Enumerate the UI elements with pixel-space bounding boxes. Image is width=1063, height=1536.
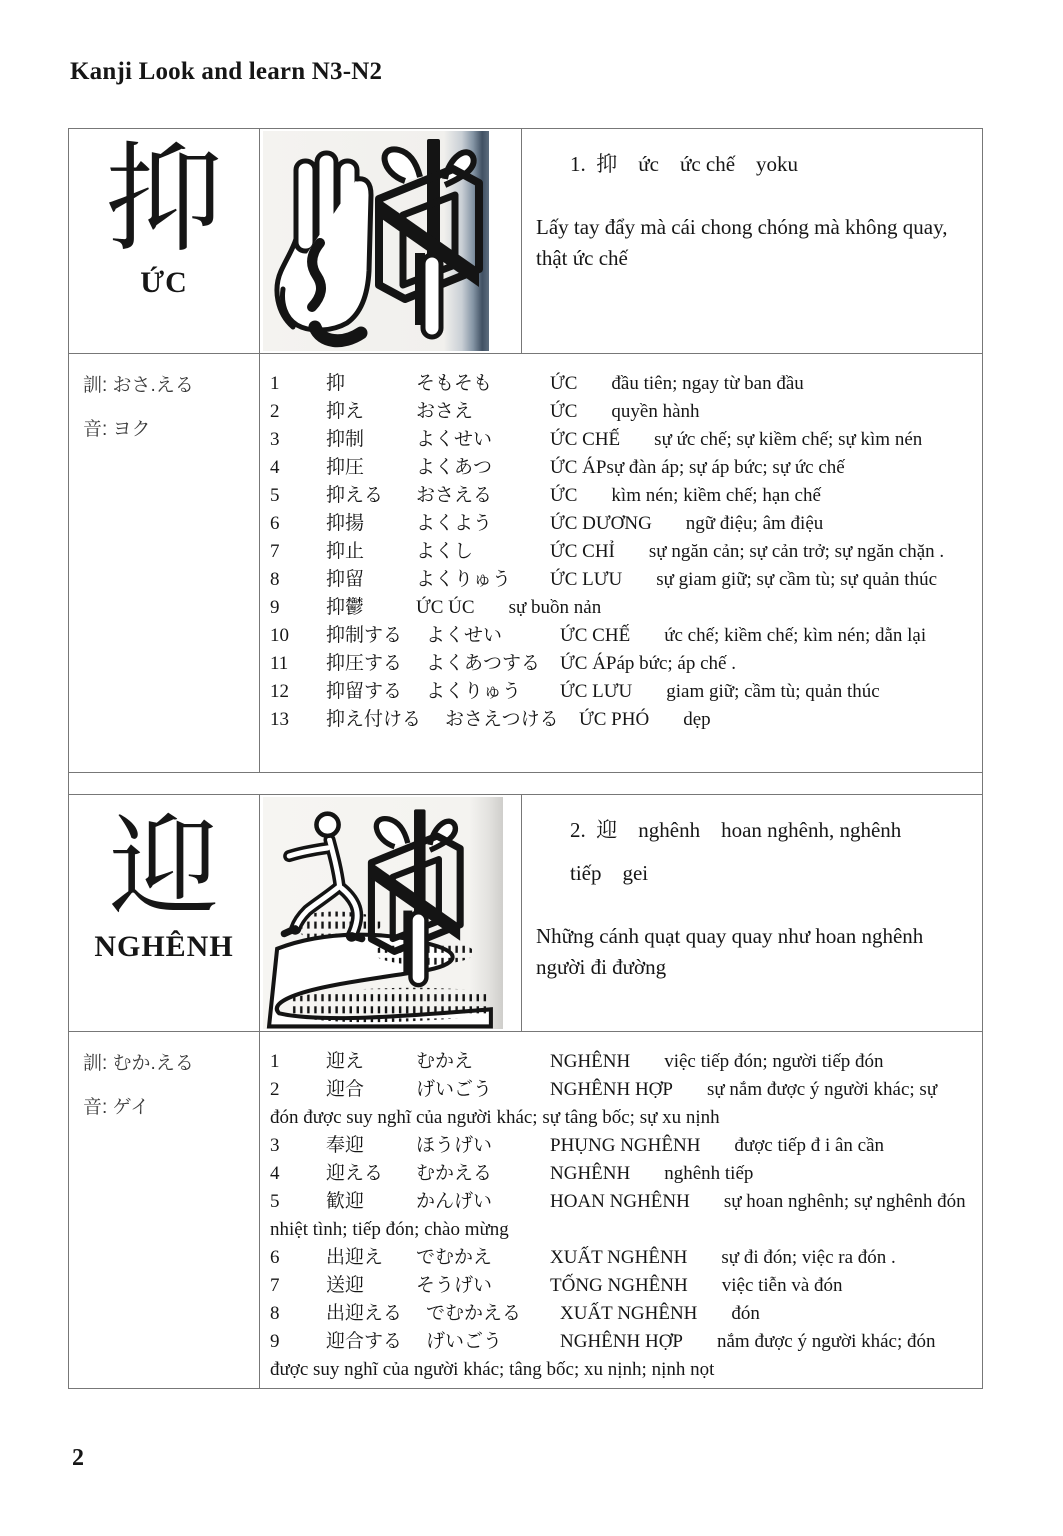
big-kanji: 抑 — [104, 135, 223, 266]
vocab-word: 抑圧する — [326, 653, 403, 674]
vocab-entry — [270, 650, 970, 678]
vocab-word: 抑止 — [326, 541, 365, 562]
vocab-hanviet: ỨC ÁP — [560, 653, 617, 674]
vocab-kana: おさえつける — [445, 709, 559, 730]
vocab-hanviet: TỐNG NGHÊNH — [550, 1275, 688, 1296]
vocab-entry — [270, 510, 970, 538]
big-kanji: 迎 — [109, 807, 219, 929]
vocab-entry — [270, 426, 970, 454]
vocab-meaning: sự buồn nản — [508, 597, 602, 618]
vocab-word: 抑制 — [326, 429, 365, 450]
vocab-word: 抑留 — [326, 569, 365, 590]
vocab-kana: よくりゅう — [416, 569, 512, 590]
vocab-kana: そもそも — [416, 373, 493, 394]
vocab-number: 1 — [270, 373, 280, 394]
vocab-entry — [270, 1160, 970, 1188]
vocab-number: 13 — [270, 709, 289, 730]
vocab-hanviet: ỨC DƯƠNG — [550, 513, 652, 534]
kun-reading: 訓: おさ.える — [83, 375, 194, 396]
hanviet-reading: ỨC — [140, 266, 188, 300]
section-heading-line: 1. 抑 ức ức chế yoku — [570, 152, 799, 176]
vocab-word: 出迎え — [326, 1247, 384, 1268]
vocab-entry — [270, 566, 970, 594]
vocab-meaning: sự ức chế; sự kiềm chế; sự kìm nén — [654, 429, 923, 450]
vocab-kana: おさえ — [416, 401, 474, 422]
vocab-word: 抑える — [326, 485, 384, 506]
readings-cell — [69, 1032, 259, 1388]
vocab-number: 7 — [270, 1275, 280, 1296]
vocab-entry — [270, 1300, 970, 1328]
vocab-number: 9 — [270, 1331, 280, 1352]
vocab-entry — [270, 594, 970, 622]
vocab-hanviet: ỨC — [550, 373, 578, 394]
vocab-meaning: đón — [731, 1303, 760, 1324]
vocab-kana: よくよう — [416, 513, 493, 534]
section-heading-line: 2. 迎 nghênh hoan nghênh, nghênh — [570, 818, 902, 842]
vocab-word: 抑留する — [326, 681, 403, 702]
vocab-hanviet: ỨC LƯU — [550, 569, 623, 590]
vocab-number: 10 — [270, 625, 289, 646]
vocab-meaning: dẹp — [683, 709, 711, 730]
vocab-meaning: việc tiếp đón; người tiếp đón — [664, 1051, 884, 1072]
vocab-entry — [270, 454, 970, 482]
vocab-kana: げいごう — [416, 1079, 493, 1100]
vocab-number: 3 — [270, 429, 280, 450]
on-reading: 音: ヨク — [83, 419, 151, 440]
vocab-number: 12 — [270, 681, 289, 702]
vocab-meaning: nghênh tiếp — [664, 1163, 754, 1184]
table-spacer-row — [68, 773, 983, 794]
vocab-entry — [270, 1048, 970, 1076]
vocab-meaning: sự đàn áp; sự áp bức; sự ức chế — [606, 457, 845, 478]
vocab-kana: でむかえる — [426, 1303, 522, 1324]
kanji-cell — [69, 795, 259, 1031]
vocab-number: 8 — [270, 1303, 280, 1324]
vocab-entry — [270, 1272, 970, 1300]
vocab-hanviet: XUẤT NGHÊNH — [560, 1303, 698, 1324]
kanji-table-uc — [68, 128, 983, 773]
section-summary-cell — [521, 795, 982, 1031]
vocab-entry — [270, 482, 970, 510]
on-reading: 音: ゲイ — [83, 1097, 150, 1118]
vocab-entry — [270, 678, 970, 706]
vocab-meaning: ngữ điệu; âm điệu — [685, 513, 824, 534]
vocab-word: 奉迎 — [326, 1135, 365, 1156]
vocab-meaning: sự hoan nghênh; sự nghênh đón nhiệt tình; tiếp đón; chào mừng — [270, 1191, 966, 1240]
vocab-entry — [270, 622, 970, 650]
vocab-number: 6 — [270, 513, 280, 534]
vocab-kana: よくりゅう — [426, 681, 522, 702]
vocab-kana: よくあつ — [416, 457, 493, 478]
vocab-meaning: việc tiễn và đón — [721, 1275, 843, 1296]
vocab-number: 8 — [270, 569, 280, 590]
kanji-table-nghenh — [68, 794, 983, 1389]
vocab-hanviet: NGHÊNH — [550, 1163, 631, 1184]
vocab-meaning: sự giam giữ; sự cầm tù; sự quản thúc — [656, 569, 938, 590]
vocab-entry — [270, 1132, 970, 1160]
illustration-cell — [259, 129, 521, 353]
vocab-number: 4 — [270, 1163, 280, 1184]
vocab-word: 迎合 — [326, 1079, 365, 1100]
vocab-word: 迎える — [326, 1163, 384, 1184]
vocab-number: 7 — [270, 541, 280, 562]
vocab-entry — [270, 706, 970, 734]
vocab-kana: でむかえ — [416, 1247, 493, 1268]
vocab-hanviet: NGHÊNH — [550, 1051, 631, 1072]
vocab-entry — [270, 1328, 970, 1384]
vocab-word: 迎え — [326, 1051, 365, 1072]
vocab-number: 6 — [270, 1247, 280, 1268]
vocab-meaning: ức chế; kiềm chế; kìm nén; dằn lại — [664, 625, 927, 646]
vocab-number: 5 — [270, 1191, 280, 1212]
section-heading — [570, 143, 968, 186]
vocab-kana: よくし — [416, 541, 474, 562]
vocab-kana: おさえる — [416, 485, 493, 506]
vocab-kana: むかえ — [416, 1051, 474, 1072]
vocab-hanviet: ỨC — [550, 401, 578, 422]
vocab-kana: げいごう — [426, 1331, 503, 1352]
vocab-word: 抑揚 — [326, 513, 365, 534]
kun-reading: 訓: むか.える — [83, 1053, 194, 1074]
vocab-number: 9 — [270, 597, 280, 618]
vocab-hanviet: ỨC CHỈ — [550, 541, 615, 562]
vocab-hanviet: NGHÊNH HỢP — [550, 1079, 673, 1100]
vocab-word: 抑 — [326, 373, 346, 394]
vocab-meaning: được tiếp đ i ân cần — [734, 1135, 885, 1156]
vocab-meaning: giam giữ; cầm tù; quản thúc — [666, 681, 880, 702]
person-walking-to-pinwheel-icon — [263, 797, 503, 1029]
document-title: Kanji Look and learn N3-N2 — [70, 58, 383, 85]
vocab-number: 4 — [270, 457, 280, 478]
vocab-list — [259, 1032, 982, 1388]
vocab-meaning: quyền hành — [611, 401, 700, 422]
vocab-hanviet: ỨC — [550, 485, 578, 506]
vocab-hanviet: ỨC CHẾ — [550, 429, 621, 450]
vocab-kana: よくせい — [426, 625, 503, 646]
vocab-hanviet: ỨC PHÓ — [579, 709, 650, 730]
page-number: 2 — [72, 1445, 84, 1471]
hanviet-reading: NGHÊNH — [94, 929, 234, 963]
vocab-kana: ほうげい — [416, 1135, 493, 1156]
vocab-word: 抑鬱 — [326, 597, 365, 618]
readings-cell — [69, 354, 259, 772]
mnemonic-description: Lấy tay đẩy mà cái chong chóng mà không quay, thật ức chế — [536, 215, 948, 270]
vocab-meaning: sự đi đón; việc ra đón . — [721, 1247, 896, 1268]
vocab-meaning: kìm nén; kiềm chế; hạn chế — [611, 485, 821, 506]
vocab-hanviet: ỨC ÚC — [416, 597, 475, 618]
vocab-hanviet: ỨC ÁP — [550, 457, 607, 478]
vocab-kana: かんげい — [416, 1191, 493, 1212]
vocab-kana: むかえる — [416, 1163, 493, 1184]
vocab-entry — [270, 370, 970, 398]
vocab-word: 抑圧 — [326, 457, 365, 478]
vocab-number: 3 — [270, 1135, 280, 1156]
vocab-word: 歓迎 — [326, 1191, 365, 1212]
vocab-list — [259, 354, 982, 772]
mnemonic-description: Những cánh quạt quay quay như hoan nghênh người đi đường — [536, 924, 924, 979]
vocab-word: 送迎 — [326, 1275, 365, 1296]
vocab-kana: よくあつする — [426, 653, 541, 674]
vocab-word: 抑制する — [326, 625, 403, 646]
vocab-meaning: sự nắm được ý người khác; sự đón được suy nghĩ của người khác; sự tâng bốc; sự xu nịnh — [270, 1079, 938, 1128]
vocab-kana: よくせい — [416, 429, 493, 450]
section-heading — [570, 809, 968, 895]
vocab-entry — [270, 1188, 970, 1244]
section-summary-cell — [521, 129, 982, 353]
vocab-entry — [270, 538, 970, 566]
vocab-hanviet: NGHÊNH HỢP — [560, 1331, 683, 1352]
vocab-meaning: sự ngăn cản; sự cản trở; sự ngăn chặn . — [648, 541, 945, 562]
vocab-entry — [270, 398, 970, 426]
vocab-meaning: áp bức; áp chế . — [616, 653, 736, 674]
vocab-meaning: đầu tiên; ngay từ ban đầu — [611, 373, 804, 394]
vocab-hanviet: XUẤT NGHÊNH — [550, 1247, 688, 1268]
hand-pushing-pinwheel-icon — [263, 131, 489, 351]
vocab-word: 抑え — [326, 401, 365, 422]
vocab-word: 出迎える — [326, 1303, 403, 1324]
vocab-number: 11 — [270, 653, 289, 674]
kanji-cell — [69, 129, 259, 353]
illustration-cell — [259, 795, 521, 1031]
vocab-entry — [270, 1244, 970, 1272]
vocab-number: 2 — [270, 1079, 280, 1100]
section-heading-line: tiếp gei — [570, 861, 649, 886]
vocab-word: 迎合する — [326, 1331, 403, 1352]
vocab-number: 1 — [270, 1051, 280, 1072]
vocab-entry — [270, 1076, 970, 1132]
vocab-hanviet: ỨC LƯU — [560, 681, 633, 702]
vocab-meaning: nắm được ý người khác; đón được suy nghĩ của người khác; tâng bốc; xu nịnh; nịnh nọt — [270, 1331, 936, 1380]
vocab-hanviet: PHỤNG NGHÊNH — [550, 1135, 701, 1156]
vocab-number: 2 — [270, 401, 280, 422]
vocab-kana: そうげい — [416, 1275, 493, 1296]
vocab-number: 5 — [270, 485, 280, 506]
vocab-word: 抑え付ける — [326, 709, 422, 730]
vocab-hanviet: HOAN NGHÊNH — [550, 1191, 690, 1212]
vocab-hanviet: ỨC CHẾ — [560, 625, 631, 646]
